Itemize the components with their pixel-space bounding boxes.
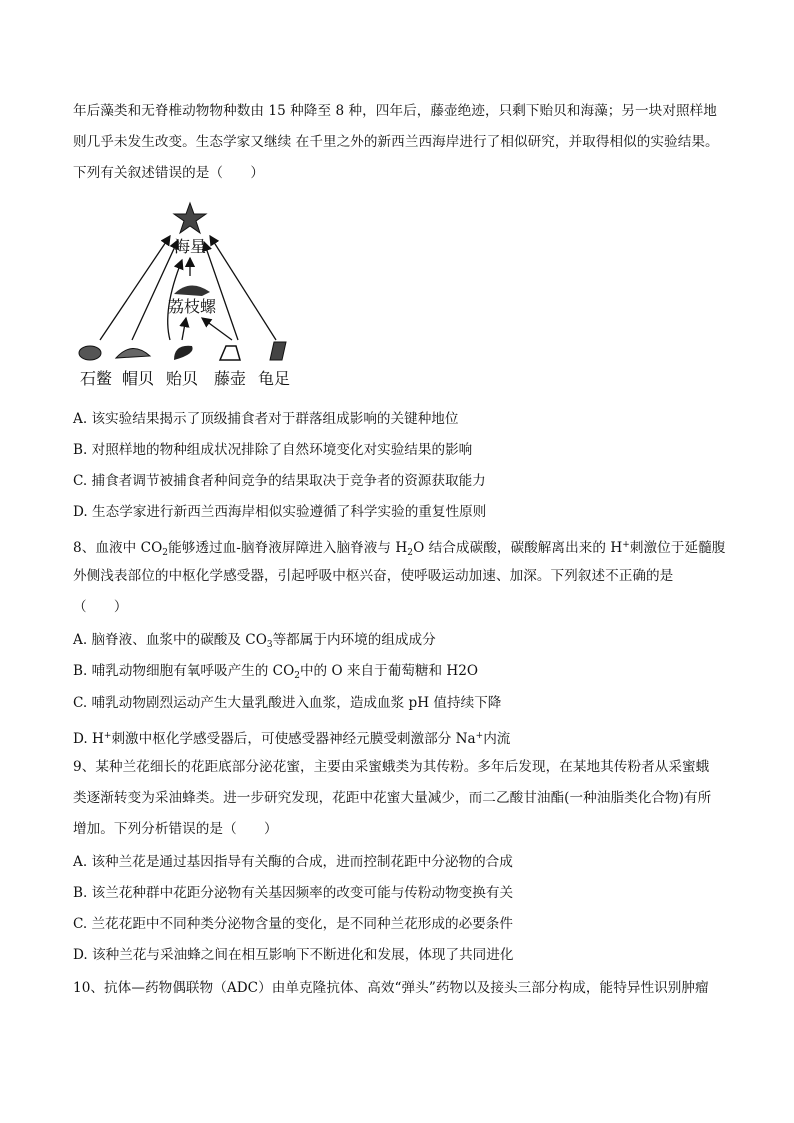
label-barnacle: 藤壶 — [213, 369, 247, 388]
q8-a-sub: 3 — [266, 640, 273, 650]
q7-option-a: A. 该实验结果揭示了顶级捕食者对于群落组成影响的关键种地位 — [73, 411, 459, 427]
arrow-barnacle-whelk — [202, 318, 232, 340]
q8-a-text-2: 等都属于内环境的组成成分 — [272, 632, 436, 648]
q8-a-text-1: A. 脑脊液、血浆中的碳酸及 CO — [73, 632, 267, 648]
q8-stem-line-1 — [73, 536, 725, 562]
q8-text-3: O 结合成碳酸，碳酸解离出来的 H — [413, 540, 623, 556]
q8-option-b — [73, 662, 478, 685]
label-chiton: 石鳖 — [79, 369, 113, 388]
arrow-limpet-starfish — [132, 240, 178, 340]
intro-line-1: 年后藻类和无脊椎动物物种数由 15 种降至 8 种，四年后，藤壶绝迹，只剩下贻贝和海藻；另一块对照样地 — [73, 103, 717, 119]
intro-line-2: 则几乎未发生改变。生态学家又继续 在千里之外的新西兰西海岸进行了相似研究，并取得相似的实验结果。 — [73, 134, 719, 150]
label-whelk: 荔枝螺 — [167, 297, 217, 316]
q8-option-d — [73, 727, 510, 748]
q8-sup-1: + — [622, 540, 630, 550]
food-web-diagram — [70, 200, 300, 395]
intro-line-3: 下列有关叙述错误的是（ ） — [73, 165, 265, 181]
q9-stem-line-2: 类逐渐转变为采油蜂类。进一步研究发现，花距中花蜜大量减少，而二乙酸甘油酯(一种油脂类化合物)有所 — [73, 790, 712, 806]
q7-option-b: B. 对照样地的物种组成状况排除了自然环境变化对实验结果的影响 — [73, 442, 473, 458]
arrow-mussel-whelk — [182, 318, 186, 340]
q9-stem-line-3: 增加。下列分析错误的是（ ） — [73, 821, 278, 837]
q8-b-text-1: B. 哺乳动物细胞有氧呼吸产生的 CO — [73, 663, 295, 679]
arrow-barnacle-starfish — [204, 242, 238, 340]
q8-b-text-2: 中的 O 来自于葡萄糖和 H2O — [299, 663, 479, 679]
starfish-icon — [174, 203, 206, 233]
limpet-icon — [116, 348, 150, 358]
q8-stem-line-3: （ ） — [73, 599, 128, 615]
mussel-icon — [174, 346, 193, 360]
gooseneck-barnacle-icon — [270, 342, 286, 360]
label-starfish: 海星 — [173, 237, 207, 256]
q8-d-text-3: 内流 — [483, 731, 511, 747]
q10-stem-line-1: 10、抗体—药物偶联物（ADC）由单克隆抗体、高效“弹头”药物以及接头三部分构成，能特异性识别肿瘤 — [73, 980, 709, 996]
q8-sub-2: 2 — [407, 548, 414, 558]
q9-stem-line-1: 9、某种兰花细长的花距底部分泌花蜜，主要由采蜜蛾类为其传粉。多年后发现，在某地其传粉者从采蜜蛾 — [73, 759, 710, 775]
q8-stem-line-2: 外侧浅表部位的中枢化学感受器，引起呼吸中枢兴奋，使呼吸运动加速、加深。下列叙述不正确的是 — [73, 568, 674, 584]
q9-option-b: B. 该兰花种群中花距分泌物有关基因频率的改变可能与传粉动物变换有关 — [73, 885, 514, 901]
chiton-icon — [79, 346, 101, 360]
q7-option-d: D. 生态学家进行新西兰西海岸相似实验遵循了科学实验的重复性原则 — [73, 504, 487, 520]
label-gooseneck-barnacle: 龟足 — [257, 369, 291, 388]
arrow-chiton-starfish — [100, 236, 170, 340]
q8-d-text-2: 刺激中枢化学感受器后，可使感受器神经元膜受刺激部分 Na — [111, 731, 476, 747]
q9-option-c: C. 兰花花距中不同种类分泌物含量的变化，是不同种兰花形成的必要条件 — [73, 916, 513, 932]
q8-d-sup-1: + — [103, 731, 112, 741]
label-mussel: 贻贝 — [165, 369, 199, 388]
q8-text-2: 能够透过血-脑脊液屏障进入脑脊液与 H — [168, 540, 408, 556]
q9-option-d: D. 该种兰花与采油蜂之间在相互影响下不断进化和发展，体现了共同进化 — [73, 947, 514, 963]
barnacle-icon — [220, 346, 240, 360]
q8-d-text-1: D. H — [73, 731, 104, 747]
q8-text-4: 刺激位于延髓腹 — [629, 540, 726, 556]
whelk-icon — [174, 285, 210, 296]
q8-d-sup-2: + — [475, 731, 484, 741]
q8-sub-1: 2 — [162, 548, 169, 558]
q8-text-1: 8、血液中 CO — [73, 540, 163, 556]
q8-b-sub: 2 — [294, 671, 300, 681]
q7-option-c: C. 捕食者调节被捕食者种间竞争的结果取决于竞争者的资源获取能力 — [73, 473, 486, 489]
q8-option-c: C. 哺乳动物剧烈运动产生大量乳酸进入血浆，造成血浆 pH 值持续下降 — [73, 695, 502, 711]
q9-option-a: A. 该种兰花是通过基因指导有关酶的合成，进而控制花距中分泌物的合成 — [73, 854, 513, 870]
q8-option-a — [73, 631, 436, 654]
label-limpet: 帽贝 — [121, 369, 155, 388]
